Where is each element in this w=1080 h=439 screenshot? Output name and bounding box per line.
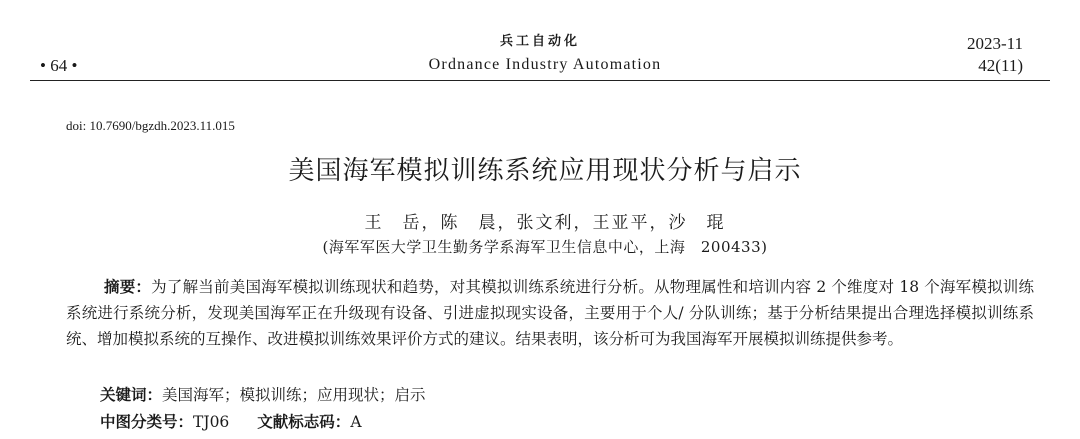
author-affiliation: (海军军医大学卫生勤务学系海军卫生信息中心，上海 200433) <box>322 238 768 256</box>
clc-value: TJ06 <box>193 413 230 431</box>
doi-line: doi: 10.7690/bgzdh.2023.11.015 <box>66 118 235 133</box>
document-code-value: A <box>350 413 362 431</box>
journal-name-chinese: 兵工自动化 <box>499 34 580 49</box>
document-code-label: 文献标志码： <box>257 413 351 431</box>
page-number: • 64 • <box>40 56 78 75</box>
paper-title: 美国海军模拟训练系统应用现状分析与启示 <box>288 156 802 186</box>
header-divider <box>30 80 1050 81</box>
classification-line <box>100 410 362 432</box>
abstract <box>66 274 1034 352</box>
clc-label: 中图分类号： <box>100 413 194 431</box>
author-list: 王 岳，陈 晨，张文利，王亚平，沙 琨 <box>364 213 726 233</box>
issue-date: 2023-11 <box>966 34 1023 53</box>
keywords-label: 关键词： <box>100 386 163 404</box>
issue-volume: 42(11) <box>978 56 1023 75</box>
keywords <box>100 383 426 405</box>
abstract-text: 为了解当前美国海军模拟训练现状和趋势，对其模拟训练系统进行分析。从物理属性和培训内容 2 个维度对 18 个海军模拟训练系统进行系统分析，发现美国海军正在升级现有设备、引进虚拟现实设备，主要用于个人/ 分队训练；基于分析结果提出合理选择模拟训练系统、增加模拟系统的互操作、改进模拟训练效果评价方式的建议。结果表明，该分析可为我国海军开展模拟训练提供参考。 <box>66 278 1034 348</box>
abstract-label: 摘要： <box>104 278 152 296</box>
journal-name-english: Ordnance Industry Automation <box>428 56 662 73</box>
keywords-text: 美国海军；模拟训练；应用现状；启示 <box>162 386 426 404</box>
